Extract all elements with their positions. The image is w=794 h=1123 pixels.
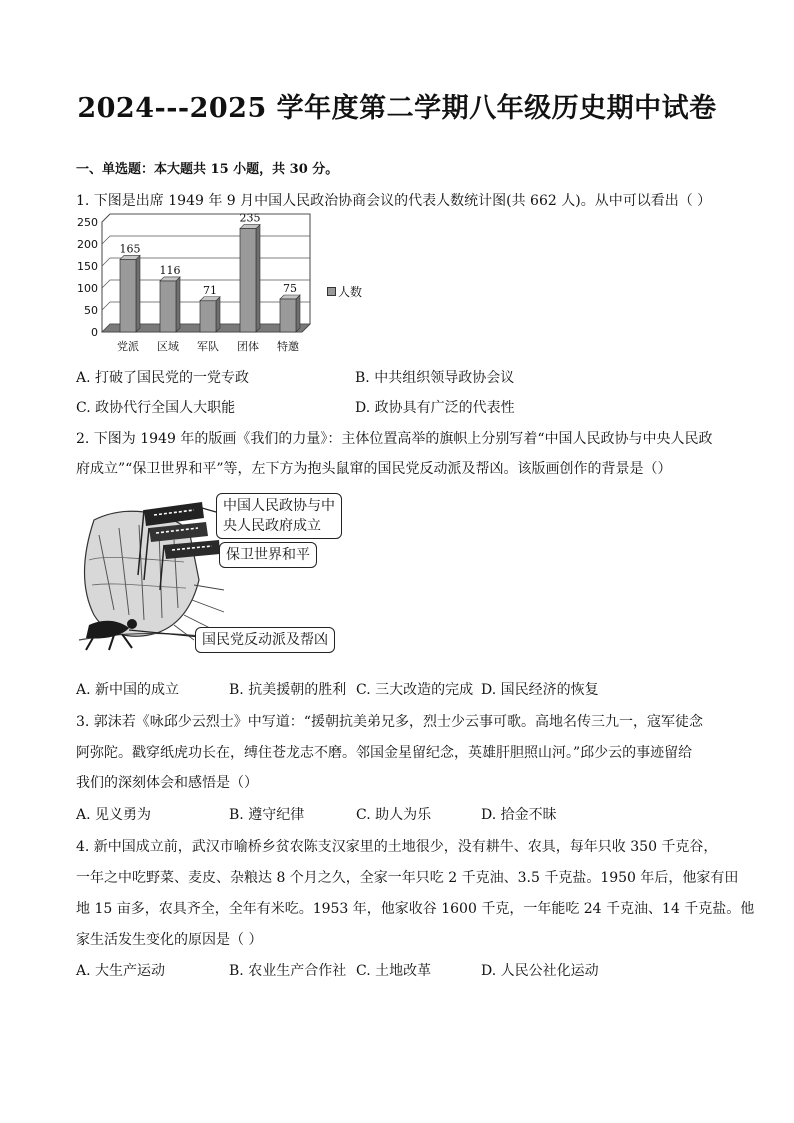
bar [200,301,216,332]
bar-side [256,225,260,332]
q1-stem: 1. 下图是出席 1949 年 9 月中国人民政治协商会议的代表人数统计图(共 662 人)。从中可以看出（ ） [76,193,712,209]
legend-swatch [327,287,336,296]
bar-value-label: 235 [239,212,261,225]
q4-line4: 家生活发生变化的原因是（ ） [76,932,263,948]
bar [120,259,136,332]
bar-top [120,255,140,259]
callout-world-peace: 保卫世界和平 [219,542,317,568]
callout-prc-founding [216,493,342,539]
x-category-label: 团体 [237,340,259,353]
y-tick-label: 150 [77,260,98,273]
bar-side [176,277,180,332]
x-category-label: 党派 [117,340,139,353]
x-category-label: 特邀 [277,340,299,353]
legend-label: 人数 [338,285,363,299]
bar-top [240,225,260,229]
bar-value-label: 71 [203,283,217,297]
bar-side [136,255,140,332]
q3-option-a[interactable]: A. 见义勇为 [76,807,152,823]
q1-option-c[interactable]: C. 政协代行全国人大职能 [76,400,236,416]
q3-option-b[interactable]: B. 遵守纪律 [229,807,305,823]
callout-prc-line2: 央人民政府成立 [223,518,321,534]
bar-value-label: 165 [119,242,141,256]
q2-option-d[interactable]: D. 国民经济的恢复 [481,682,599,698]
bar [240,229,256,332]
bar-top [200,297,220,301]
q2-stem-line1: 2. 下图为 1949 年的版画《我们的力量》：主体位置高举的旗帜上分别写着“中国人民政协与中央人民政 [76,431,713,447]
bar-top [160,277,180,281]
bar-side [296,295,300,332]
q3-line2: 阿弥陀。戳穿纸虎功长在，缚住苍龙志不磨。邻国金星留纪念，英雄肝胆照山河。”邱少云的事迹留给 [76,745,693,761]
q1-option-b[interactable]: B. 中共组织领导政协会议 [355,370,515,386]
q3-line3: 我们的深刻体会和感悟是（） [76,775,258,791]
bar-top [280,295,300,299]
x-category-label: 军队 [197,340,219,353]
chart-legend [327,283,362,300]
q2-option-c[interactable]: C. 三大改造的完成 [356,682,474,698]
y-tick-label: 50 [84,304,98,317]
q2-stem-line2: 府成立”“保卫世界和平”等，左下方为抱头鼠窜的国民党反动派及帮凶。该版画创作的背景是（） [76,461,672,477]
q3-line1: 3. 郭沫若《咏邱少云烈士》中写道：“援朝抗美弟兄多，烈士少云事可歌。高地名传三九一，寇军徒念 [76,714,703,730]
q4-option-c[interactable]: C. 土地改革 [356,963,432,979]
q1-option-d[interactable]: D. 政协具有广泛的代表性 [355,400,515,416]
y-tick-label: 250 [77,216,98,229]
q3-option-c[interactable]: C. 助人为乐 [356,807,432,823]
q4-line2: 一年之中吃野菜、麦皮、杂粮达 8 个月之久，全家一年只吃 2 千克油、3.5 千克盐。1950 年后，他家有田 [76,870,739,886]
x-category-label: 区域 [157,340,179,353]
y-tick-label: 200 [77,238,98,251]
bar [280,299,296,332]
bar-side [216,297,220,332]
section-heading: 一、单选题：本大题共 15 小题，共 30 分。 [76,162,339,177]
q4-option-a[interactable]: A. 大生产运动 [76,963,166,979]
q2-option-b[interactable]: B. 抗美援朝的胜利 [229,682,347,698]
q2-option-a[interactable]: A. 新中国的成立 [76,682,180,698]
bar-value-label: 116 [159,263,181,277]
q1-option-a[interactable]: A. 打破了国民党的一党专政 [76,370,250,386]
q3-option-d[interactable]: D. 拾金不昧 [481,807,557,823]
q4-line3: 地 15 亩多，农具齐全，全年有米吃。1953 年，他家收谷 1600 千克，一年能吃 24 千克油、14 千克盐。他 [76,901,755,917]
q4-option-d[interactable]: D. 人民公社化运动 [481,963,599,979]
page-title: 2024---2025 学年度第二学期八年级历史期中试卷 [77,93,717,124]
bar [160,281,176,332]
bar-value-label: 75 [283,282,297,295]
y-tick-label: 100 [77,282,98,295]
q4-option-b[interactable]: B. 农业生产合作社 [229,963,347,979]
callout-prc-line1: 中国人民政协与中 [223,498,335,514]
callout-reactionaries: 国民党反动派及帮凶 [195,627,335,653]
q4-line1: 4. 新中国成立前，武汉市喻桥乡贫农陈支汉家里的土地很少，没有耕牛、农具，每年只收 350 千克谷， [76,839,718,855]
y-tick-label: 0 [91,326,98,339]
